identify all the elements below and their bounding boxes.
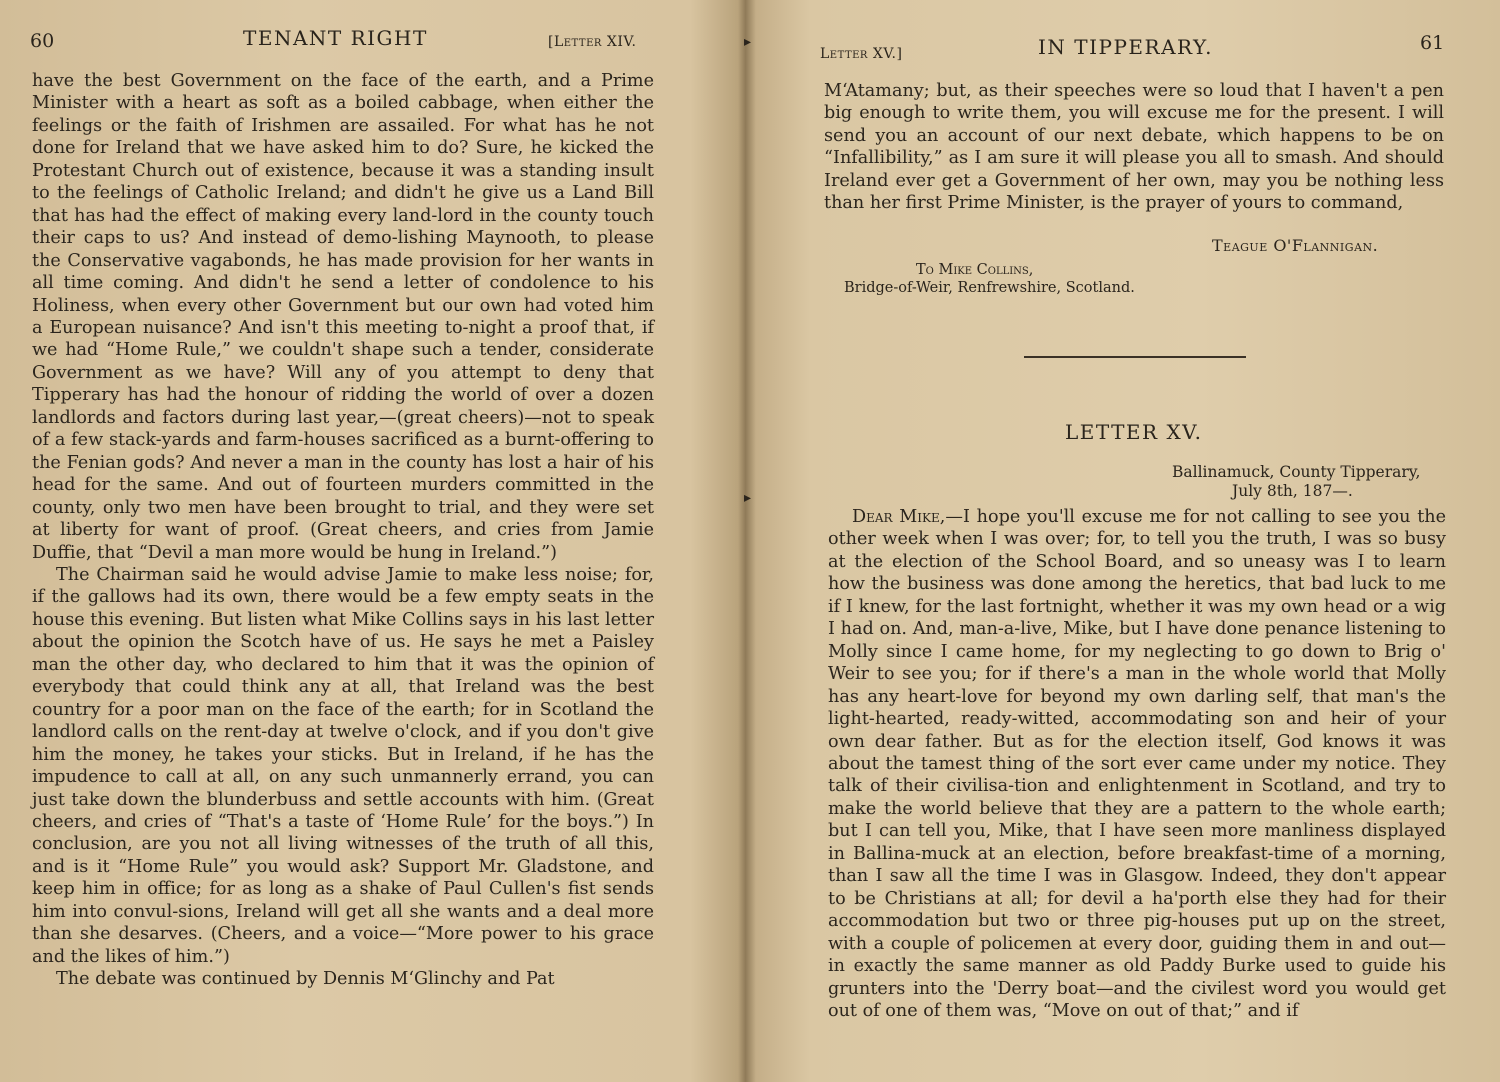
letter-heading: LETTER XV.	[1065, 420, 1203, 444]
left-body	[32, 70, 654, 991]
salutation: Dear Mike,	[852, 507, 946, 527]
running-title: IN TIPPERARY.	[1038, 35, 1213, 59]
paragraph: The debate was continued by Dennis M‘Glinchy and Pat	[56, 969, 555, 990]
letter-text: —I hope you'll excuse me for not calling to see you the other week when I was over; for, to tell you the truth, I was so busy at the election of the School Board, and so uneasy was I to learn how the business was done among the heretics, that bad luck to me if I knew, for the last fortnight, whether it was my own head or a wig I had on. And, man-a-live, Mike, but I have done penance listening to Molly since I came home, for my neglecting to go down to Brig o' Weir to see you; for if there's a man in the whole world that Molly has any heart-love for beyond my own darling self, that man's the light-hearted, ready-witted, accommodating son and heir of your own dear father. But as for the election itself, God knows it was about the tamest thing of the sort ever came under my notice. They talk of their civilisa-tion and enlightenment in Scotland, and try to make the world believe that they are a pattern to the whole earth; but I can tell you, Mike, that I have seen more manliness displayed in Ballina-muck at an election, before breakfast-time of a morning, than I saw all the time I was in Glasgow. Indeed, they don't appear to be Christians at all; for devil a ha'porth else they had for their accommodation but two or three pig-houses put up on the street, with a couple of policemen at every door, guiding them in and out—in exactly the same manner as old Paddy Burke used to guide his grunters into the 'Derry boat—and the civilest word you would get out of one of them was, “Move on out of that;” and if	[828, 507, 1447, 1021]
dateline-date: July 8th, 187—.	[1232, 482, 1353, 500]
running-title: TENANT RIGHT	[243, 26, 428, 50]
dateline-place: Ballinamuck, County Tipperary,	[1172, 463, 1421, 481]
gutter-arrow-icon: ▸	[744, 34, 752, 50]
address-place: Bridge-of-Weir, Renfrewshire, Scotland.	[844, 280, 1135, 296]
paragraph: have the best Government on the face of the earth, and a Prime Minister with a heart as soft as a boiled cabbage, when either the feelings or the faith of Irishmen are assailed. For what has he not done for Ireland that we have asked him to do? Sure, he kicked the Protestant Church out of existence, because it was a standing insult to the feelings of Catholic Ireland; and didn't he give us a Land Bill that has had the effect of making every land-lord in the county touch their caps to us? And instead of demo-lishing Maynooth, to please the Conservative vagabonds, he has made provision for her wants in all time coming. And didn't he send a letter of condolence to his Holiness, when every other Government but our own had voted him a European nuisance? And isn't this meeting to-night a proof that, if we had “Home Rule,” we couldn't shape such a tender, considerate Government as we have? Will any of you attempt to deny that Tipperary has had the honour of ridding the world of over a dozen landlords and factors during last year,—(great cheers)—not to speak of a few stack-yards and farm-houses sacrificed as a burnt-offering to the Fenian gods? And never a man in the county has lost a hair of his head for the same. And out of fourteen murders committed in the county, only two men have been brought to trial, and they were set at liberty for want of proof. (Great cheers, and cries from Jamie Duffie, that “Devil a man more would be hung in Ireland.”)	[32, 71, 654, 563]
signature: Teague O'Flannigan.	[1212, 236, 1379, 255]
page-number: 61	[1420, 32, 1445, 54]
letter-reference: [Letter XIV.	[548, 34, 637, 50]
closing-paragraph: M‘Atamany; but, as their speeches were so loud that I haven't a pen big enough to write them, you will excuse me for the present. I will send you an account of our next debate, which happens to be on “Infallibility,” as I am sure it will please you all to smash. And should Ireland ever get a Government of her own, may you be nothing less than her first Prime Minister, is the prayer of yours to command,	[824, 81, 1444, 214]
left-page	[0, 0, 742, 1082]
gutter-arrow-icon: ▸	[744, 490, 752, 506]
letter-reference: Letter XV.]	[820, 46, 903, 62]
paragraph: The Chairman said he would advise Jamie to make less noise; for, if the gallows had its own, there would be a few empty seats in the house this evening. But listen what Mike Collins says in his last letter about the opinion the Scotch have of us. He says he met a Paisley man the other day, who declared to him that it was the opinion of everybody that could think any at all, that Ireland was the best country for a poor man on the face of the earth; for in Scotland the landlord calls on the rent-day at twelve o'clock, and if you don't give him the money, he takes your sticks. But in Ireland, if he has the impudence to call at all, on any such unmannerly errand, you can just take down the blunderbuss and settle accounts with him. (Great cheers, and cries of “That's a taste of ‘Home Rule’ for the boys.”) In conclusion, are you not all living witnesses of the truth of all this, and is it “Home Rule” you would ask? Support Mr. Gladstone, and keep him in office; for as long as a shake of Paul Cullen's fist sends him into convul-sions, Ireland will get all she wants and a deal more than she desarves. (Cheers, and a voice—“More power to his grace and the likes of him.”)	[32, 564, 654, 967]
right-page	[750, 0, 1500, 1082]
address-to: To Mike Collins,	[916, 262, 1034, 278]
section-divider	[1024, 356, 1246, 358]
letter-body	[828, 506, 1446, 1022]
page-number: 60	[30, 30, 55, 52]
